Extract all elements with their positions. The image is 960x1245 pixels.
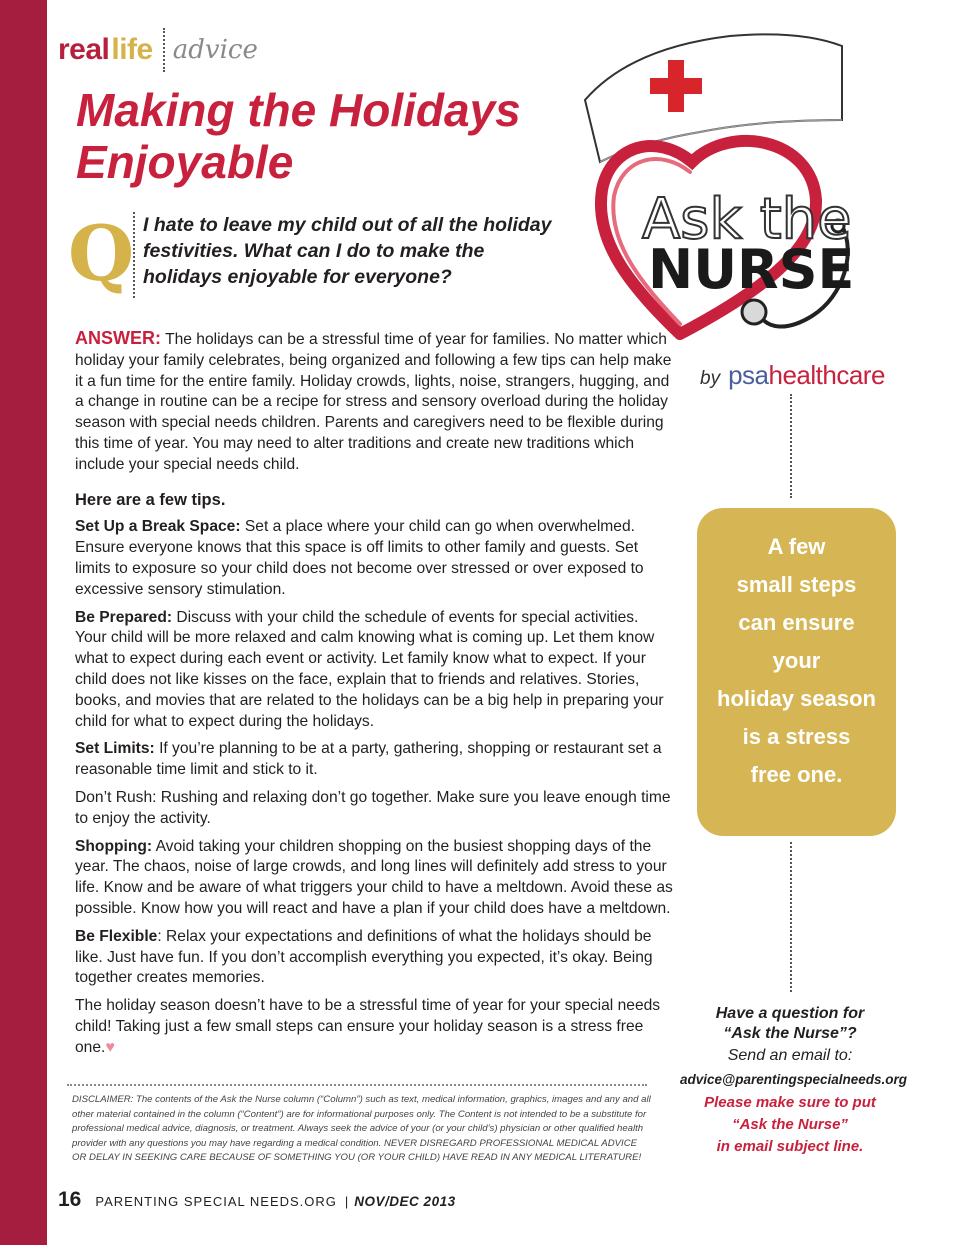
tip-label: Be Prepared: xyxy=(75,608,173,626)
section-real: real xyxy=(58,33,110,66)
tip-label: Shopping: xyxy=(75,837,153,855)
tip-label: Set Up a Break Space: xyxy=(75,518,241,536)
pull-quote-line: A few xyxy=(767,534,826,559)
sidebar-divider-top xyxy=(790,394,792,498)
tips-heading: Here are a few tips. xyxy=(75,490,226,509)
tip-paragraph xyxy=(75,927,673,989)
disclaimer-divider xyxy=(67,1084,647,1086)
footer-separator: | xyxy=(344,1194,349,1209)
logo-ask-the: Ask the xyxy=(642,187,852,252)
section-header xyxy=(58,28,258,72)
sidebar-divider-bottom xyxy=(790,842,792,992)
section-divider xyxy=(163,28,165,72)
tip-paragraph xyxy=(75,608,673,733)
tip-paragraph xyxy=(75,837,673,920)
tip-text: Set a place where your child can go when overwhelmed. Ensure everyone knows that this space is off limits to other family and guests. Set limits to exposure so your child does not become over stressed or over exposed to excessive sensory stimulation. xyxy=(75,518,644,598)
pull-quote-line: free one. xyxy=(750,762,843,787)
answer-text: The holidays can be a stressful time of year for families. No matter which holiday your family celebrates, being organized and following a few tips can help make it a fun time for the entire family. Holiday crowds, lights, noise, strangers, hugging, and a change in routine can be a recipe for stress and sensory overload during the holiday season with special needs children. Parents and caregivers need to be flexible during this time of year. You may need to alter traditions and create new traditions which include your special needs child. xyxy=(75,331,672,473)
question-divider xyxy=(133,212,135,298)
contact-line-2: “Ask the Nurse”? xyxy=(723,1025,857,1042)
tip-text: Avoid taking your children shopping on the busiest shopping days of the year. The chaos, noise of large crowds, and long lines will definitely add stress to your life. Know and be aware of what triggers your child to have a meltdown. Avoid these as possible. Know how you will react and have a plan if your child does have a meltdown. xyxy=(75,837,673,917)
tip-label: Be Flexible xyxy=(75,927,158,945)
disclaimer-text: DISCLAIMER: The contents of the Ask the Nurse column (“Column”) such as text, medical information, graphics, images and any and all other material contained in the column (“Content”) are for informational purposes only. The Content is not intended to be a substitute for professional medical advice, diagnosis, or treatment. Always seek the advice of your (or your child’s) physician or other qualified health provider with any questions you may have regarding a medical condition. NEVER DISREGARD PROFESSIONAL MEDICAL ADVICE OR DELAY IN SEEKING CARE BECAUSE OF SOMETHING YOU (OR YOUR CHILD) HAVE READ IN ANY MEDICAL LITERATURE! xyxy=(72,1094,651,1163)
contact-note-1: Please make sure to put xyxy=(704,1094,876,1111)
page-footer xyxy=(58,1188,456,1212)
page-number: 16 xyxy=(58,1188,82,1211)
tip-text: : Relax your expectations and definitions of what the holidays should be like. Just have fun. If you don’t accomplish everything you expected, it’s okay. Being together creates memories. xyxy=(75,927,653,987)
pull-quote-line: holiday season xyxy=(717,686,876,711)
tip-paragraph xyxy=(75,517,673,600)
contact-line-1: Have a question for xyxy=(715,1005,865,1022)
contact-line-3: Send an email to: xyxy=(727,1047,853,1064)
question-text: I hate to leave my child out of all the holiday festivities. What can I do to make the holidays enjoyable for everyone? xyxy=(143,214,552,288)
pull-quote-line: your xyxy=(772,648,821,673)
pull-quote-line: small steps xyxy=(736,572,857,597)
answer-label: ANSWER: xyxy=(75,328,161,348)
tip-text: If you’re planning to be at a party, gathering, shopping or restaurant set a reasonable time limit and stick to it. xyxy=(75,740,662,779)
page-spine-bar xyxy=(0,0,47,1245)
article-body xyxy=(75,328,673,1066)
tip-paragraph xyxy=(75,788,673,830)
publication-name: PARENTING SPECIAL NEEDS.ORG xyxy=(95,1194,337,1209)
tip-text: Don’t Rush: Rushing and relaxing don’t go together. Make sure you leave enough time to enjoy the activity. xyxy=(75,788,671,827)
byline xyxy=(700,360,885,391)
contact-box xyxy=(680,1004,907,1158)
ask-the-nurse-logo xyxy=(580,20,870,360)
section-advice: advice xyxy=(172,35,258,65)
tip-text: Discuss with your child the schedule of events for special activities. Your child will be more relaxed and calm knowing what is coming up. Let them know what to expect during each event or activity. Let family know what to expect. If your child does not like kisses on the face, explain that to friends and relatives. Stories, books, and movies that are related to the holidays can be a big help in preparing your child for what to expect during the holidays. xyxy=(75,608,664,730)
tip-label: Set Limits: xyxy=(75,740,155,758)
byline-by: by xyxy=(700,368,721,389)
closing-text: The holiday season doesn’t have to be a stressful time of year for your special needs child! Taking just a few small steps can ensure your holiday season is a stress free one. xyxy=(75,997,661,1056)
contact-email-link[interactable]: advice@parentingspecialneeds.org xyxy=(680,1072,907,1087)
article-title: Making the Holidays Enjoyable xyxy=(76,84,521,188)
brand-healthcare: healthcare xyxy=(768,360,885,390)
brand-psa: psa xyxy=(728,360,769,390)
heart-icon: ♥ xyxy=(105,1038,115,1056)
pull-quote-box xyxy=(697,508,896,836)
contact-note-3: in email subject line. xyxy=(716,1138,864,1155)
issue-date: NOV/DEC 2013 xyxy=(354,1194,456,1209)
question-mark-letter: Q xyxy=(68,209,135,298)
tip-paragraph xyxy=(75,739,673,781)
logo-nurse: NURSE xyxy=(648,238,855,301)
section-life: life xyxy=(111,33,153,66)
closing-paragraph xyxy=(75,996,673,1058)
pull-quote-line: is a stress xyxy=(742,724,851,749)
contact-note-2: “Ask the Nurse” xyxy=(732,1116,848,1133)
pull-quote-line: can ensure xyxy=(738,610,855,635)
